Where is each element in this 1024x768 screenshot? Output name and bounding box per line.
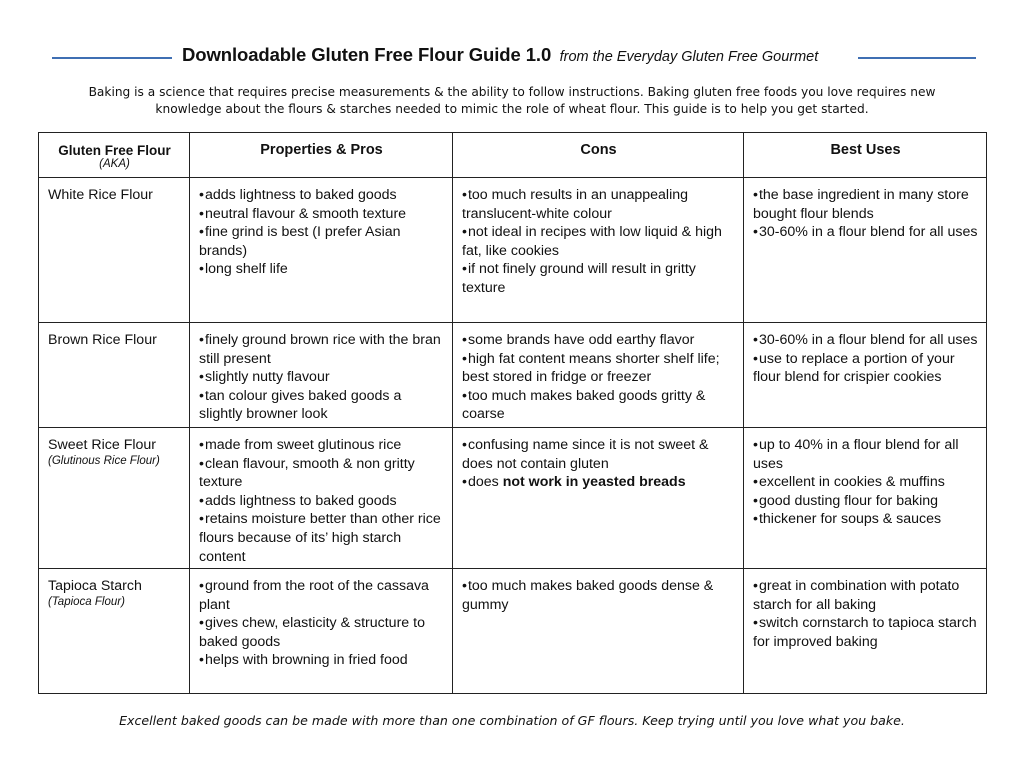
- page-title: [182, 44, 850, 66]
- list-item: • some brands have odd earthy flavor: [462, 331, 735, 350]
- flour-name: Sweet Rice Flour: [48, 437, 157, 453]
- list-item: • gives chew, elasticity & structure to baked goods: [199, 614, 444, 651]
- header-flour-aka: (AKA): [99, 158, 130, 170]
- list-item-emphasis: not work in yeasted breads: [502, 474, 686, 491]
- list-item: • great in combination with potato starch for all baking: [753, 577, 978, 614]
- cons-cell: [453, 569, 744, 694]
- uses-list: [753, 436, 978, 529]
- header-flour-label: Gluten Free Flour: [58, 143, 171, 158]
- list-item: • too much results in an unappealing translucent-white colour: [462, 186, 735, 223]
- list-item: • adds lightness to baked goods: [199, 186, 444, 205]
- list-item: • excellent in cookies & muffins: [753, 473, 978, 492]
- uses-cell: [744, 323, 987, 428]
- list-item: • fine grind is best (I prefer Asian brands): [199, 223, 444, 260]
- flour-cell: [39, 569, 190, 694]
- list-item: • slightly nutty flavour: [199, 368, 444, 387]
- list-item: • too much makes baked goods dense & gummy: [462, 577, 735, 614]
- header-flour: [39, 133, 190, 178]
- title-main: Downloadable Gluten Free Flour Guide 1.0: [182, 44, 552, 65]
- flour-cell: [39, 428, 190, 569]
- intro-paragraph: [40, 84, 984, 118]
- table-row: [39, 428, 987, 569]
- footer-note: Excellent baked goods can be made with more than one combination of GF flours. Keep trying until you love what you bake.: [119, 713, 905, 728]
- uses-cell: [744, 428, 987, 569]
- title-row: [0, 44, 1024, 74]
- title-rule-left: [52, 57, 172, 59]
- list-item: • finely ground brown rice with the bran still present: [199, 331, 444, 368]
- header-pros: Properties & Pros: [190, 133, 453, 178]
- list-item: • too much makes baked goods gritty & coarse: [462, 387, 735, 424]
- intro-line-1: Baking is a science that requires precise measurements & the ability to follow instructions. Baking gluten free foods you love requires new: [88, 85, 936, 99]
- list-item: • ground from the root of the cassava plant: [199, 577, 444, 614]
- list-item: • high fat content means shorter shelf life; best stored in fridge or freezer: [462, 350, 735, 387]
- table-header-row: [39, 133, 987, 178]
- flour-guide-table: [38, 132, 987, 694]
- cons-list: [462, 577, 735, 614]
- list-item: • long shelf life: [199, 260, 444, 279]
- list-item: • the base ingredient in many store bought flour blends: [753, 186, 978, 223]
- uses-cell: [744, 178, 987, 323]
- pros-cell: [190, 428, 453, 569]
- pros-cell: [190, 178, 453, 323]
- cons-cell: [453, 323, 744, 428]
- cons-list: [462, 436, 735, 492]
- cons-list: [462, 331, 735, 424]
- table-row: [39, 569, 987, 694]
- flour-aka: (Glutinous Rice Flour): [48, 454, 160, 467]
- list-item: • 30-60% in a flour blend for all uses: [753, 331, 978, 350]
- uses-list: [753, 331, 978, 387]
- pros-cell: [190, 569, 453, 694]
- list-item: • clean flavour, smooth & non gritty texture: [199, 455, 444, 492]
- table-row: [39, 178, 987, 323]
- list-item: • retains moisture better than other rice flours because of its’ high starch content: [199, 510, 444, 566]
- pros-list: [199, 331, 444, 424]
- pros-list: [199, 436, 444, 566]
- list-item: • not ideal in recipes with low liquid & high fat, like cookies: [462, 223, 735, 260]
- flour-aka: (Tapioca Flour): [48, 595, 125, 608]
- list-item: • up to 40% in a flour blend for all uses: [753, 436, 978, 473]
- list-item: [462, 473, 735, 492]
- list-item: • neutral flavour & smooth texture: [199, 205, 444, 224]
- flour-name: White Rice Flour: [48, 187, 153, 203]
- intro-line-2: knowledge about the flours & starches needed to mimic the role of wheat flour. This guide is to help you get started.: [155, 102, 869, 116]
- list-item: • helps with browning in fried food: [199, 651, 444, 670]
- list-item: • 30-60% in a flour blend for all uses: [753, 223, 978, 242]
- pros-cell: [190, 323, 453, 428]
- list-item-text: does: [467, 474, 503, 491]
- cons-list: [462, 186, 735, 298]
- cons-cell: [453, 178, 744, 323]
- list-item: • good dusting flour for baking: [753, 492, 978, 511]
- table-body: [39, 178, 987, 694]
- uses-list: [753, 186, 978, 242]
- flour-cell: [39, 178, 190, 323]
- list-item: • use to replace a portion of your flour blend for crispier cookies: [753, 350, 978, 387]
- list-item: • made from sweet glutinous rice: [199, 436, 444, 455]
- list-item: • thickener for soups & sauces: [753, 510, 978, 529]
- list-item: • confusing name since it is not sweet & does not contain gluten: [462, 436, 735, 473]
- header-cons: Cons: [453, 133, 744, 178]
- uses-cell: [744, 569, 987, 694]
- list-item: • adds lightness to baked goods: [199, 492, 444, 511]
- flour-name: Brown Rice Flour: [48, 332, 157, 348]
- table-row: [39, 323, 987, 428]
- flour-name: Tapioca Starch: [48, 578, 142, 594]
- header-uses: Best Uses: [744, 133, 987, 178]
- pros-list: [199, 186, 444, 279]
- list-item: • switch cornstarch to tapioca starch for improved baking: [753, 614, 978, 651]
- pros-list: [199, 577, 444, 670]
- cons-cell: [453, 428, 744, 569]
- list-item: • tan colour gives baked goods a slightly browner look: [199, 387, 444, 424]
- flour-cell: [39, 323, 190, 428]
- title-subtitle: from the Everyday Gluten Free Gourmet: [559, 49, 819, 65]
- list-item: • if not finely ground will result in gritty texture: [462, 260, 735, 297]
- title-rule-right: [858, 57, 976, 59]
- uses-list: [753, 577, 978, 651]
